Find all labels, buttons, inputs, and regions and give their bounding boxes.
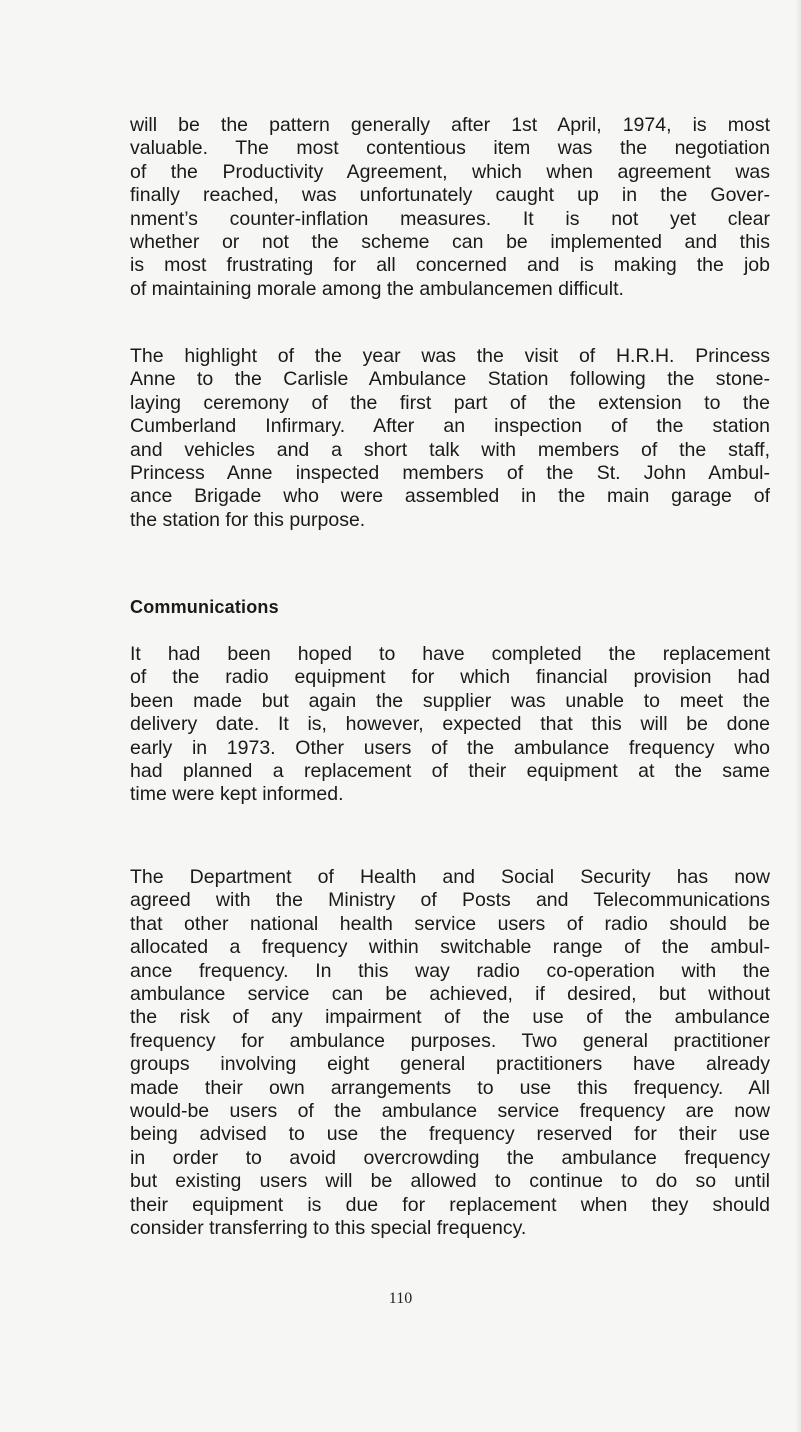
text-line: Cumberland Infirmary. After an inspection of the station bbox=[130, 415, 770, 438]
text-line: frequency for ambulance purposes. Two general practitioner bbox=[130, 1029, 770, 1052]
text-line: made their own arrangements to use this frequency. All bbox=[130, 1076, 770, 1099]
text-line: delivery date. It is, however, expected that this will be done bbox=[130, 713, 770, 736]
text-line: and vehicles and a short talk with members of the staff, bbox=[130, 438, 770, 461]
text-line: consider transferring to this special frequency. bbox=[130, 1217, 527, 1240]
text-line: will be the pattern generally after 1st April, 1974, is most bbox=[130, 114, 770, 136]
text-line: time were kept informed. bbox=[130, 783, 344, 806]
paragraph-royal-visit bbox=[130, 345, 770, 532]
text-line: ambulance service can be achieved, if desired, but without bbox=[130, 983, 770, 1006]
text-line: ance frequency. In this way radio co-operation with the bbox=[130, 959, 770, 982]
text-line: but existing users will be allowed to continue to do so until bbox=[130, 1170, 770, 1193]
text-line: of the Productivity Agreement, which when agreement was bbox=[130, 160, 770, 183]
text-line: the station for this purpose. bbox=[130, 508, 366, 531]
section-heading-communications: Communications bbox=[130, 597, 279, 617]
text-line: that other national health service users of radio should be bbox=[130, 912, 770, 935]
text-line: been made but again the supplier was unable to meet the bbox=[130, 689, 770, 712]
text-line: of maintaining morale among the ambulancemen difficult. bbox=[130, 277, 624, 300]
text-line: whether or not the scheme can be implemented and this bbox=[130, 231, 770, 254]
text-line: the risk of any impairment of the use of the ambulance bbox=[130, 1006, 770, 1029]
text-line: had planned a replacement of their equipment at the same bbox=[130, 760, 770, 783]
text-line: Princess Anne inspected members of the St. John Ambul- bbox=[130, 462, 770, 485]
text-line: It had been hoped to have completed the replacement bbox=[130, 643, 770, 665]
text-line: groups involving eight general practitioners have already bbox=[130, 1053, 770, 1076]
text-line: being advised to use the frequency reserved for their use bbox=[130, 1123, 770, 1146]
page-number: 110 bbox=[388, 1290, 413, 1307]
text-line: early in 1973. Other users of the ambulance frequency who bbox=[130, 736, 770, 759]
paragraph-productivity-agreement bbox=[130, 114, 770, 301]
page-edge-shadow bbox=[795, 0, 801, 1432]
text-line: of the radio equipment for which financial provision had bbox=[130, 666, 770, 689]
paragraph-frequency-allocation bbox=[130, 866, 770, 1241]
text-line: agreed with the Ministry of Posts and Telecommunications bbox=[130, 889, 770, 912]
text-line: their equipment is due for replacement when they should bbox=[130, 1193, 770, 1216]
text-line: Anne to the Carlisle Ambulance Station following the stone- bbox=[130, 368, 770, 391]
text-line: ance Brigade who were assembled in the main garage of bbox=[130, 485, 770, 508]
text-line: finally reached, was unfortunately caught up in the Gover- bbox=[130, 184, 770, 207]
text-line: is most frustrating for all concerned and is making the job bbox=[130, 254, 770, 277]
text-line: in order to avoid overcrowding the ambulance frequency bbox=[130, 1146, 770, 1169]
text-line: would-be users of the ambulance service frequency are now bbox=[130, 1100, 770, 1123]
text-line: The highlight of the year was the visit of H.R.H. Princess bbox=[130, 345, 770, 367]
text-line: laying ceremony of the first part of the extension to the bbox=[130, 391, 770, 414]
paragraph-radio-equipment bbox=[130, 643, 770, 807]
text-line: valuable. The most contentious item was the negotiation bbox=[130, 137, 770, 160]
text-line: allocated a frequency within switchable range of the ambul- bbox=[130, 936, 770, 959]
text-line: The Department of Health and Social Security has now bbox=[130, 866, 770, 888]
text-line: nment’s counter-inflation measures. It is not yet clear bbox=[130, 207, 770, 230]
